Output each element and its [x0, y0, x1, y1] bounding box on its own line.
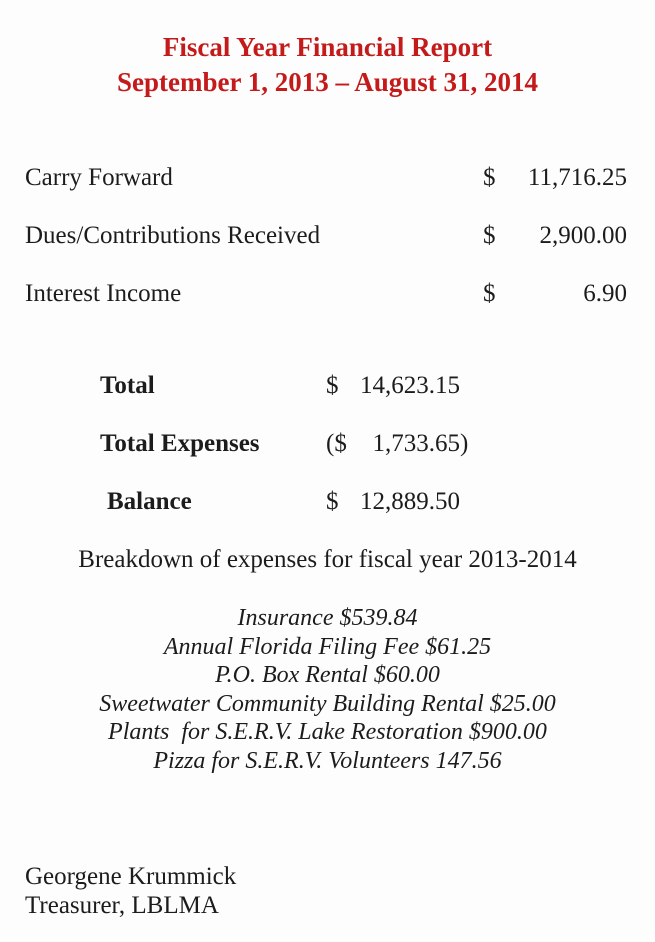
breakdown-heading: Breakdown of expenses for fiscal year 2013-2014 [78, 546, 577, 573]
expense-item: Annual Florida Filing Fee $61.25 [163, 633, 492, 660]
expense-breakdown-list [0, 604, 655, 775]
income-row-dues-contributions [0, 221, 655, 251]
expense-item: P.O. Box Rental $60.00 [215, 662, 440, 688]
expense-item: Pizza for S.E.R.V. Volunteers 147.56 [153, 747, 502, 774]
currency-symbol: $ [326, 372, 339, 399]
report-title: Fiscal Year Financial Report [162, 32, 493, 62]
summary-row-balance [0, 487, 655, 517]
amount-suffix: ) [460, 430, 469, 457]
report-title-block [0, 30, 655, 100]
expense-item: Sweetwater Community Building Rental $25.00 [99, 690, 556, 717]
summary-label: Total Expenses [100, 430, 260, 457]
income-amount: 11,716.25 [527, 164, 627, 191]
summary-row-total [0, 371, 655, 401]
signature-block [25, 862, 236, 920]
expense-item: Plants for S.E.R.V. Lake Restoration $900.00 [108, 719, 547, 745]
currency-symbol: $ [483, 222, 496, 249]
income-amount: 2,900.00 [539, 222, 627, 249]
signer-name: Georgene Krummick [25, 863, 237, 890]
summary-amount: 1,733.65 [372, 430, 460, 457]
summary-label: Balance [107, 488, 192, 515]
summary-amount: 14,623.15 [360, 372, 460, 399]
summary-amount: 12,889.50 [360, 488, 460, 515]
income-label: Carry Forward [25, 164, 173, 191]
expense-item: Insurance $539.84 [237, 605, 418, 631]
income-row-interest-income [0, 279, 655, 309]
currency-symbol: $ [483, 164, 496, 191]
summary-label: Total [100, 372, 155, 399]
income-label: Dues/Contributions Received [25, 222, 321, 249]
report-period: September 1, 2013 – August 31, 2014 [116, 67, 539, 97]
signer-role: Treasurer, LBLMA [25, 892, 219, 919]
income-row-carry-forward [0, 163, 655, 193]
currency-symbol: $ [326, 488, 339, 515]
income-amount: 6.90 [583, 280, 627, 307]
income-label: Interest Income [25, 280, 182, 307]
currency-symbol: ($ [326, 430, 347, 457]
summary-row-total-expenses [0, 429, 655, 459]
currency-symbol: $ [483, 280, 496, 307]
